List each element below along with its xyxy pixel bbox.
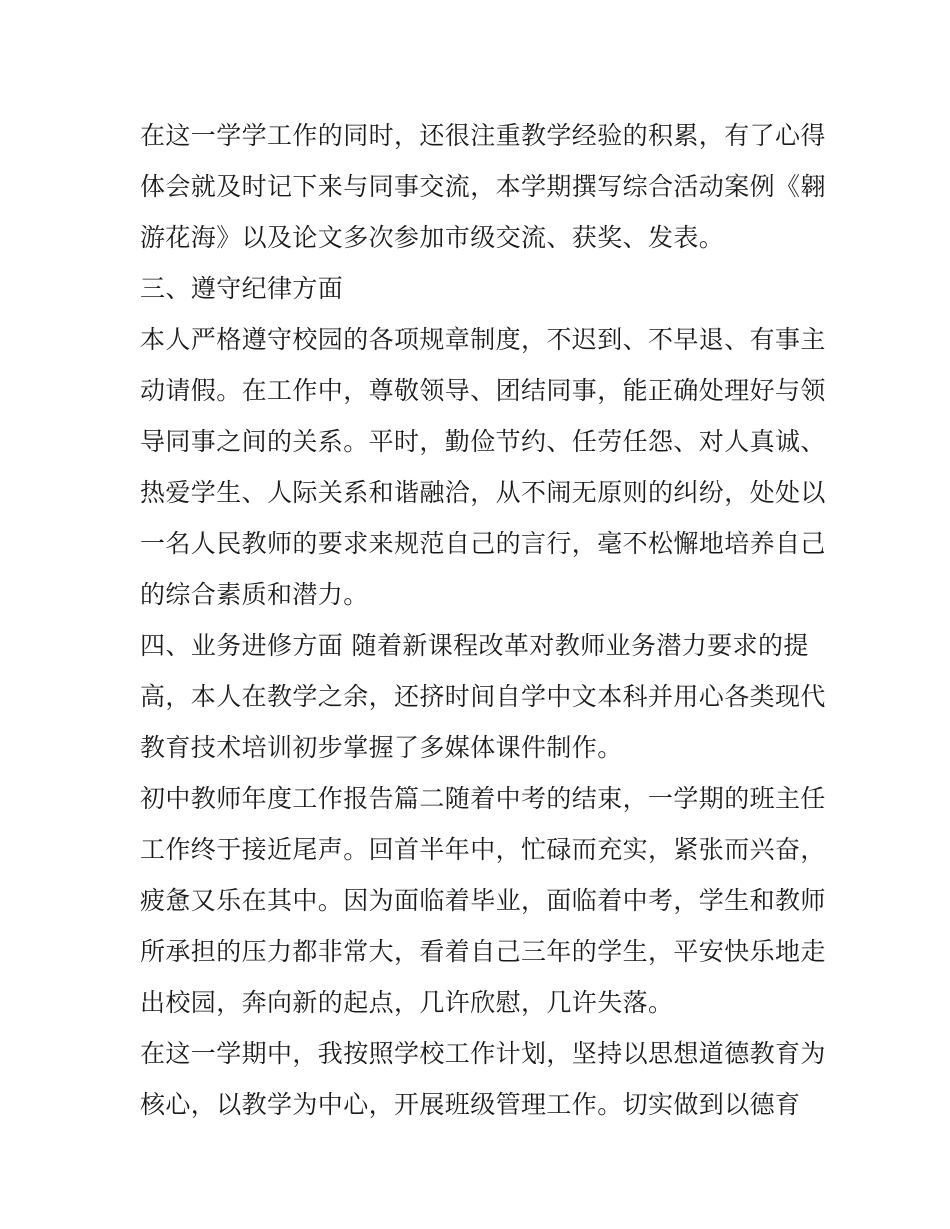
text-line: 在这一学学工作的同时，还很注重教学经验的积累，有了心得: [140, 121, 826, 150]
text-line: 初中教师年度工作报告篇二随着中考的结束，一学期的班主任: [140, 784, 826, 813]
text-line: 的综合素质和潜力。: [140, 580, 369, 609]
document-body: [140, 110, 826, 1130]
section-heading: 三、遵守纪律方面: [140, 274, 344, 303]
text-line: 体会就及时记下来与同事交流，本学期撰写综合活动案例《翱: [140, 172, 826, 201]
paragraph-report-two-intro: [140, 773, 826, 1028]
text-line: 一名人民教师的要求来规范自己的言行，毫不松懈地培养自己: [140, 529, 826, 558]
text-line: 教育技术培训初步掌握了多媒体课件制作。: [140, 733, 623, 762]
text-line: 高，本人在教学之余，还挤时间自学中文本科并用心各类现代: [140, 682, 826, 711]
text-line: 游花海》以及论文多次参加市级交流、获奖、发表。: [140, 223, 725, 252]
text-line: 热爱学生、人际关系和谐融洽，从不闹无原则的纠纷，处处以: [140, 478, 826, 507]
paragraph-teaching-experience: [140, 110, 826, 263]
text-line: 疲惫又乐在其中。因为面临着毕业，面临着中考，学生和教师: [140, 886, 826, 915]
text-line: 导同事之间的关系。平时，勤俭节约、任劳任怨、对人真诚、: [140, 427, 826, 456]
text-line: 核心，以教学为中心，开展班级管理工作。切实做到以德育: [140, 1090, 801, 1119]
text-line: 所承担的压力都非常大，看着自己三年的学生，平安快乐地走: [140, 937, 826, 966]
text-line: 工作终于接近尾声。回首半年中，忙碌而充实，紧张而兴奋，: [140, 835, 826, 864]
text-line: 动请假。在工作中，尊敬领导、团结同事，能正确处理好与领: [140, 376, 826, 405]
paragraph-professional-development: [140, 620, 826, 773]
text-line: 四、业务进修方面 随着新课程改革对教师业务潜力要求的提: [140, 631, 809, 660]
paragraph-class-management: [140, 1028, 826, 1130]
text-line: 出校园，奔向新的起点，几许欣慰，几许失落。: [140, 988, 674, 1017]
text-line: 在这一学期中，我按照学校工作计划，坚持以思想道德教育为: [140, 1039, 826, 1068]
text-line: 本人严格遵守校园的各项规章制度，不迟到、不早退、有事主: [140, 325, 826, 354]
section-heading-discipline: [140, 263, 815, 314]
paragraph-discipline: [140, 314, 826, 620]
